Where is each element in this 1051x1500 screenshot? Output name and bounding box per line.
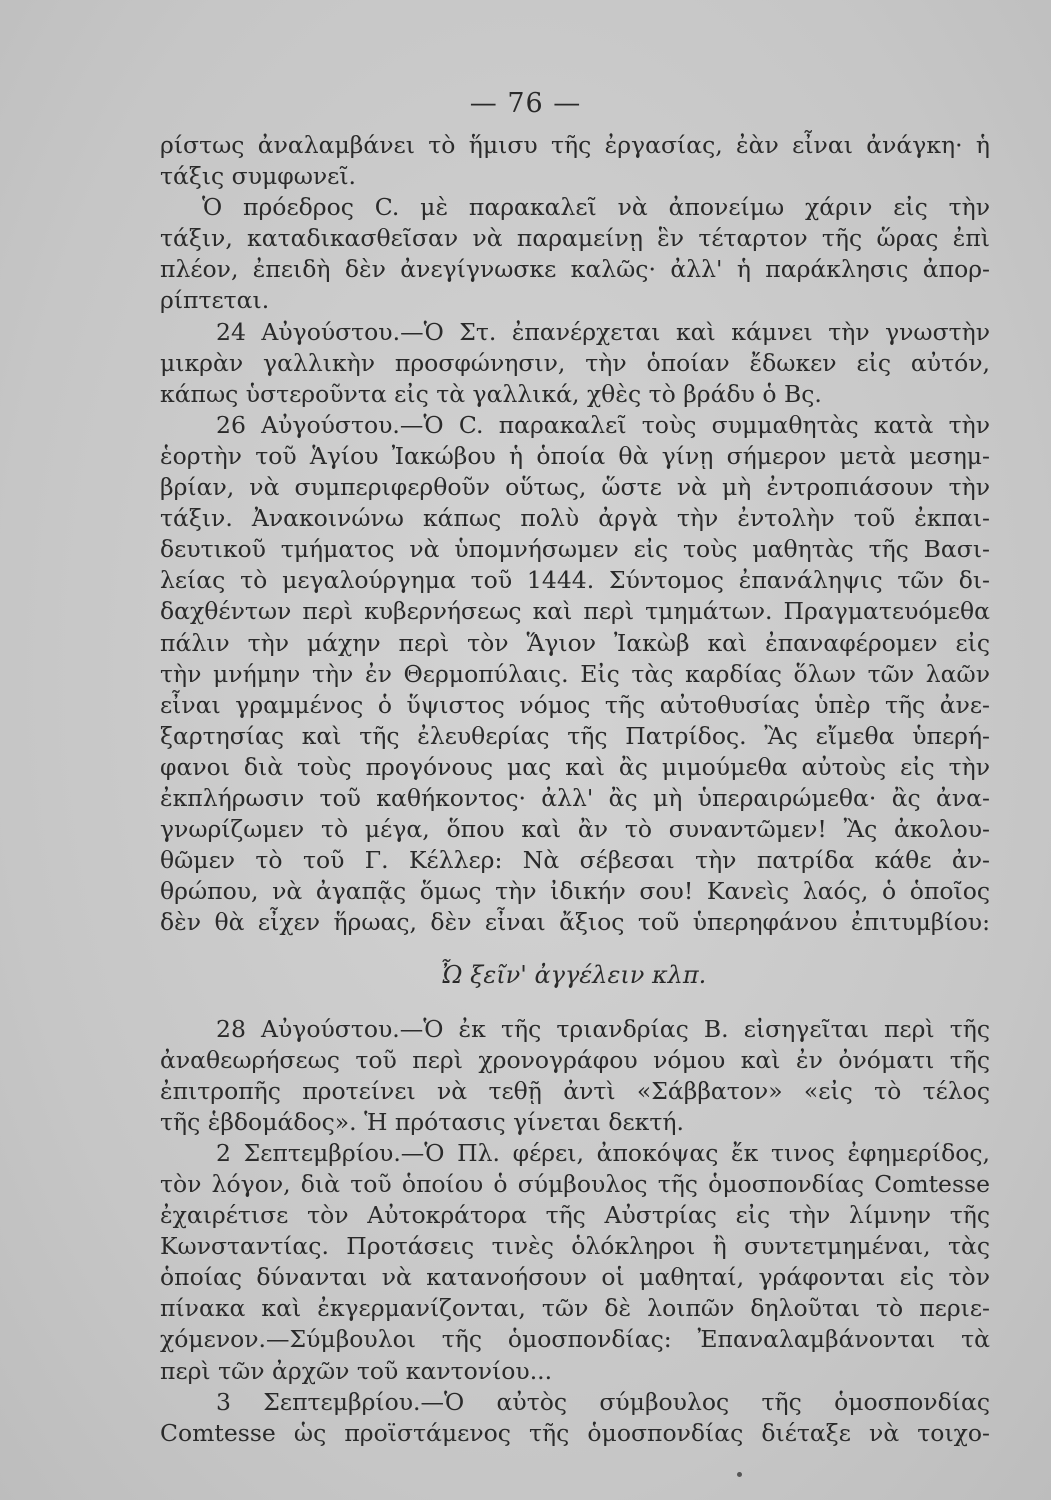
text-line: Κωνσταντίας. Προτάσεις τινὲς ὁλόκληροι ἢ συντετμημέναι, τὰς	[160, 1232, 990, 1261]
text-line: πίνακα καὶ ἐκγερμανίζονται, τῶν δὲ λοιπῶν δηλοῦται τὸ περιε-	[160, 1294, 990, 1323]
text-line: χόμενον.—Σύμβουλοι τῆς ὁμοσπονδίας: Ἐπαναλαμβάνονται τὰ	[160, 1325, 990, 1354]
text-line: 3 Σεπτεμβρίου.—Ὁ αὐτὸς σύμβουλος τῆς ὁμοσπονδίας	[216, 1387, 990, 1416]
text-line: ἐχαιρέτισε τὸν Αὐτοκράτορα τῆς Αὐστρίας εἰς τὴν λίμνην τῆς	[160, 1201, 990, 1230]
body-text	[160, 130, 990, 1449]
text-line: 28 Αὐγούστου.—Ὁ ἐκ τῆς τριανδρίας Β. εἰσηγεῖται περὶ τῆς	[216, 1014, 990, 1043]
text-line: ἐκπλήρωσιν τοῦ καθήκοντος· ἀλλ' ἂς μὴ ὑπεραιρώμεθα· ἂς ἀνα-	[160, 783, 990, 812]
text-line: θῶμεν τὸ τοῦ Γ. Κέλλερ: Νὰ σέβεσαι τὴν πατρίδα κάθε ἀν-	[160, 846, 990, 875]
text-line: ἑορτὴν τοῦ Ἁγίου Ἰακώβου ἡ ὁποία θὰ γίνῃ σήμερον μετὰ μεσημ-	[160, 441, 990, 470]
text-line: τὴν μνήμην τὴν ἐν Θερμοπύλαις. Εἰς τὰς καρδίας ὅλων τῶν λαῶν	[160, 659, 990, 688]
text-line: ἀναθεωρήσεως τοῦ περὶ χρονογράφου νόμου καὶ ἐν ὀνόματι τῆς	[160, 1045, 990, 1074]
text-line: ρίπτεται.	[160, 286, 270, 315]
text-line: τῆς ἑβδομάδος». Ἡ πρότασις γίνεται δεκτή.	[160, 1107, 684, 1136]
text-line: γνωρίζωμεν τὸ μέγα, ὅπου καὶ ἂν τὸ συναντῶμεν! Ἂς ἀκολου-	[160, 815, 990, 844]
page-number: — 76 —	[469, 88, 582, 119]
text-line: τάξιν. Ἀνακοινώνω κάπως πολὺ ἀργὰ τὴν ἐντολὴν τοῦ ἐκπαι-	[160, 504, 990, 533]
text-line: 26 Αὐγούστου.—Ὁ C. παρακαλεῖ τοὺς συμμαθητὰς κατὰ τὴν	[216, 410, 990, 439]
paper-speck	[737, 1472, 742, 1477]
text-line: ἐπιτροπῆς προτείνει νὰ τεθῇ ἀντὶ «Σάββατον» «εἰς τὸ τέλος	[160, 1076, 990, 1105]
text-line: μικρὰν γαλλικὴν προσφώνησιν, τὴν ὁποίαν ἔδωκεν εἰς αὐτόν,	[160, 348, 990, 377]
text-line: ρίστως ἀναλαμβάνει τὸ ἥμισυ τῆς ἐργασίας, ἐὰν εἶναι ἀνάγκη· ἡ	[160, 131, 990, 159]
text-line: δὲν θὰ εἶχεν ἥρωας, δὲν εἶναι ἄξιος τοῦ ὑπερηφάνου ἐπιτυμβίου:	[160, 908, 990, 937]
text-line: ὁποίας δύνανται νὰ κατανοήσουν οἱ μαθηταί, γράφονται εἰς τὸν	[160, 1263, 990, 1292]
text-line: δευτικοῦ τμήματος νὰ ὑπομνήσωμεν εἰς τοὺς μαθητὰς τῆς Βασι-	[160, 535, 990, 564]
text-line: περὶ τῶν ἀρχῶν τοῦ καντονίου...	[160, 1356, 553, 1385]
text-line: λείας τὸ μεγαλούργημα τοῦ 1444. Σύντομος ἐπανάληψις τῶν δι-	[160, 566, 990, 595]
text-line: εἶναι γραμμένος ὁ ὕψιστος νόμος τῆς αὐτοθυσίας ὑπὲρ τῆς ἀνε-	[160, 690, 990, 719]
epigraph: Ὦ ξεῖν' ἀγγέλειν κλπ.	[440, 961, 707, 990]
text-line: 2 Σεπτεμβρίου.—Ὁ Πλ. φέρει, ἀποκόψας ἔκ τινος ἐφημερίδος,	[216, 1138, 990, 1167]
text-line: τάξις συμφωνεῖ.	[160, 162, 357, 191]
text-line: δαχθέντων περὶ κυβερνήσεως καὶ περὶ τμημάτων. Πραγματευόμεθα	[160, 597, 990, 626]
text-line: φανοι διὰ τοὺς προγόνους μας καὶ ἂς μιμούμεθα αὐτοὺς εἰς τὴν	[160, 752, 990, 781]
text-line: 24 Αὐγούστου.—Ὁ Στ. ἐπανέρχεται καὶ κάμνει τὴν γνωστὴν	[216, 317, 990, 346]
text-line: κάπως ὑστεροῦντα εἰς τὰ γαλλικά, χθὲς τὸ βράδυ ὁ Βς.	[160, 379, 822, 408]
text-line: βρίαν, νὰ συμπεριφερθοῦν οὕτως, ὥστε νὰ μὴ ἐντροπιάσουν τὴν	[160, 473, 990, 502]
text-line: τὸν λόγον, διὰ τοῦ ὁποίου ὁ σύμβουλος τῆς ὁμοσπονδίας Comtesse	[160, 1170, 990, 1198]
text-line: πάλιν τὴν μάχην περὶ τὸν Ἅγιον Ἰακὼβ καὶ ἐπαναφέρομεν εἰς	[160, 628, 990, 657]
text-line: θρώπου, νὰ ἀγαπᾷς ὅμως τὴν ἰδικήν σου! Κανεὶς λαός, ὁ ὁποῖος	[160, 877, 990, 906]
text-line: Comtesse ὡς προϊστάμενος τῆς ὁμοσπονδίας διέταξε νὰ τοιχο-	[160, 1418, 990, 1447]
text-line: ξαρτησίας καὶ τῆς ἐλευθερίας τῆς Πατρίδος. Ἂς εἴμεθα ὑπερή-	[160, 721, 990, 750]
text-line: πλέον, ἐπειδὴ δὲν ἀνεγίγνωσκε καλῶς· ἀλλ' ἡ παράκλησις ἀπορ-	[160, 255, 990, 284]
text-line: Ὁ πρόεδρος C. μὲ παρακαλεῖ νὰ ἀπονείμω χάριν εἰς τὴν	[202, 193, 990, 222]
text-line: τάξιν, καταδικασθεῖσαν νὰ παραμείνῃ ἓν τέταρτον τῆς ὥρας ἐπὶ	[160, 224, 990, 253]
